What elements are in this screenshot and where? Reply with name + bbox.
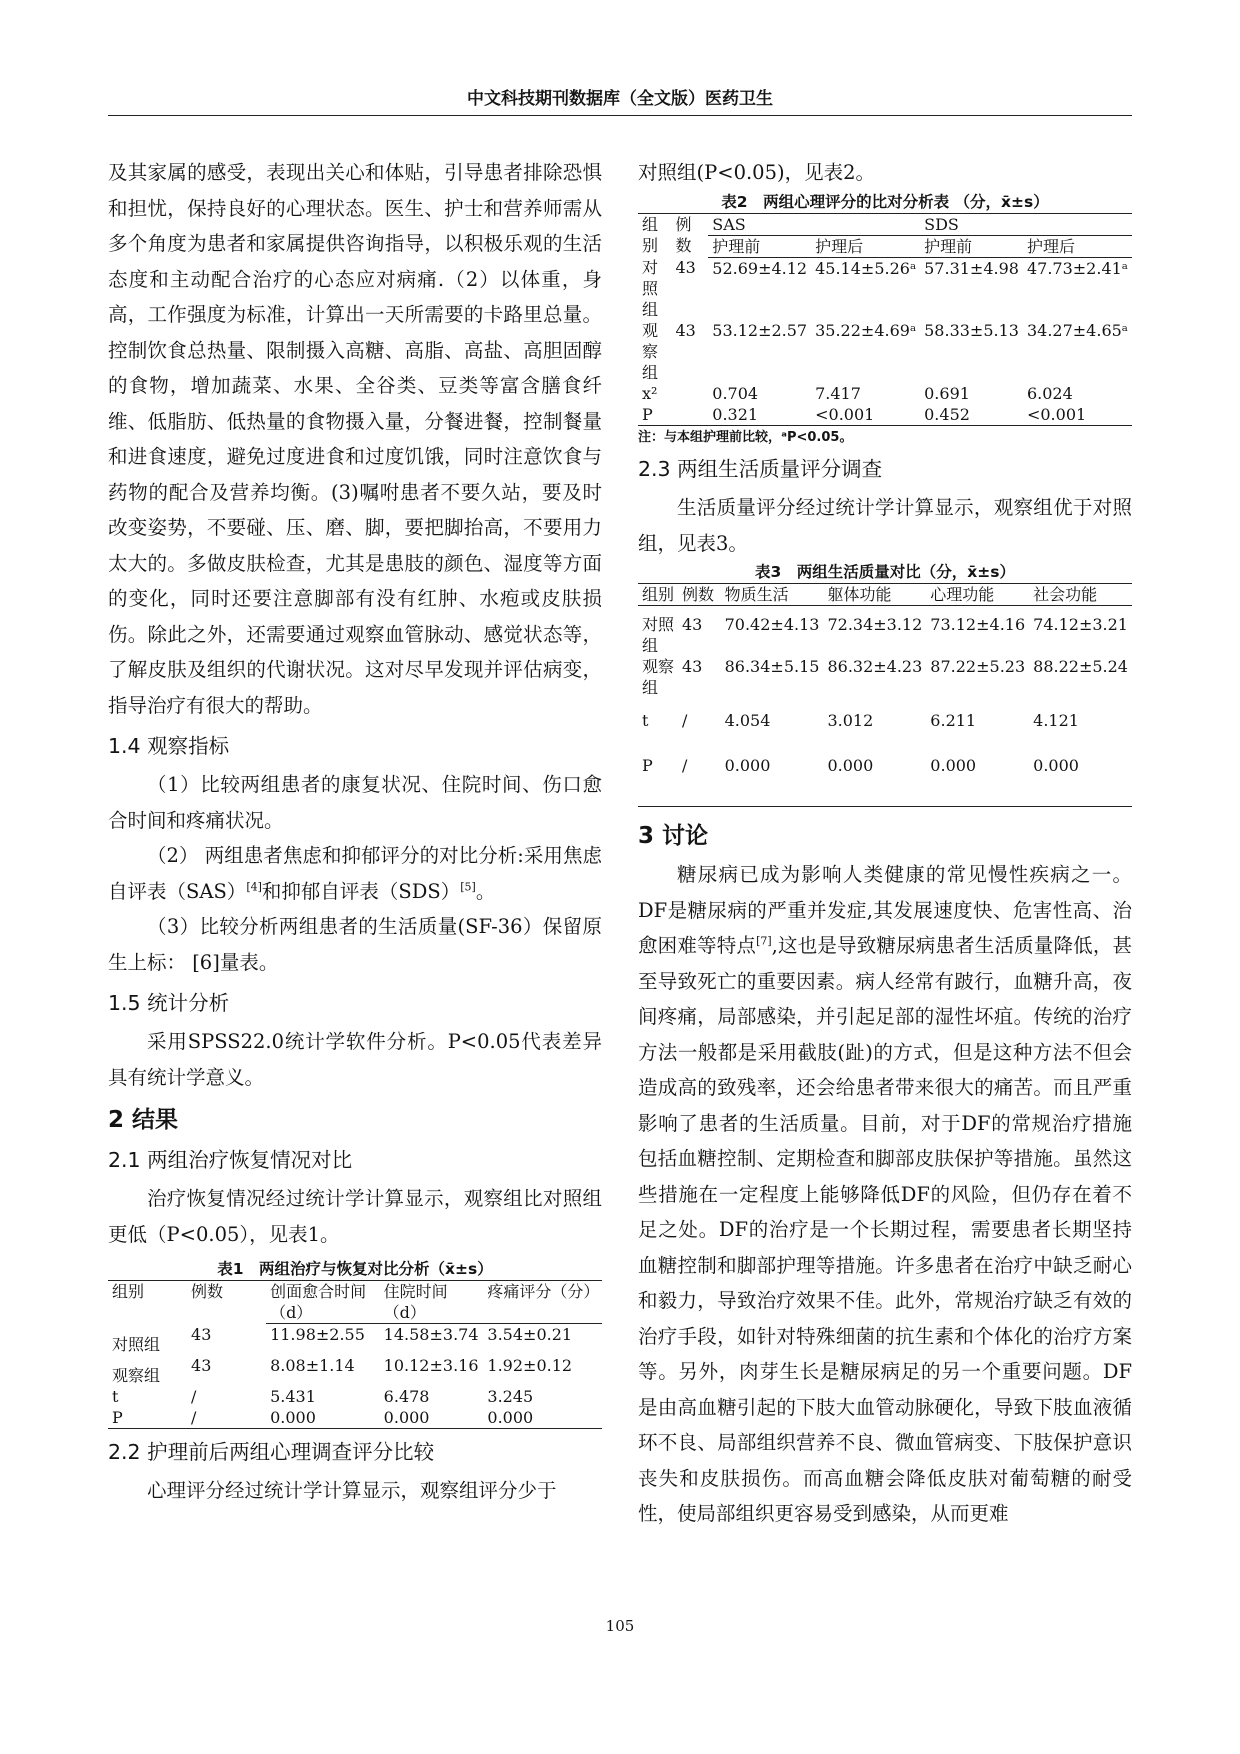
table2-note: 注：与本组护理前比较，ᵃP<0.05。 [638,430,853,445]
heading-1-4: 1.4 观察指标 [108,734,230,758]
table-row: P / 0.000 0.000 0.000 0.000 [638,743,1132,807]
table-row: 对照组 43 70.42±4.13 72.34±3.12 73.12±4.16 74.12±3.21 [642,615,1128,655]
table1-header-cell: 住院时间（d） [380,1281,484,1324]
heading-2-3: 2.3 两组生活质量评分调查 [638,457,883,481]
citation-4: [4] [246,880,262,893]
paragraph-1-4-b: （2） 两组患者焦虑和抑郁评分的对比分析:采用焦虑自评表（SAS）[4]和抑郁自评表（SDS）[5]。 [108,844,602,903]
citation-5: [5] [460,880,476,893]
table-row: 对照组 43 52.69±4.12 45.14±5.26ᵃ 57.31±4.98 47.73±2.41ᵃ [642,258,1128,319]
table1-header-cell: 创面愈合时间（d） [266,1281,380,1324]
paragraph-1-4-c: （3）比较分析两组患者的生活质量(SF-36）保留原生上标： [6]量表。 [108,915,602,974]
paragraph-nursing-measures: 及其家属的感受，表现出关心和体贴，引导患者排除恐惧和担忧，保持良好的心理状态。医生、护士和营养师需从多个角度为患者和家属提供咨询指导，以积极乐观的生活态度和主动配合治疗的心态应对病痛.（2）以体重，身高，工作强度为标准，计算出一天所需要的卡路里总量。控制饮食总热量、限制摄入高糖、高脂、高盐、高胆固醇的食物，增加蔬菜、水果、全谷类、豆类等富含膳食纤维、低脂肪、低热量的食物摄入量，分餐进餐，控制餐量和进食速度，避免过度进食和过度饥饿，同时注意饮食与药物的配合及营养均衡。(3)嘱咐患者不要久站，要及时改变姿势，不要碰、压、磨、脚，要把脚抬高，不要用力太大的。多做皮肤检查，尤其是患肢的颜色、湿度等方面的变化，同时还要注意脚部有没有红肿、水疱或皮肤损伤。除此之外，还需要通过观察血管脉动、感觉状态等，了解皮肤及组织的代谢状况。这对尽早发现并评估病变，指导治疗有很大的帮助。 [108,161,602,717]
header-rule [108,115,1132,116]
table-row: P / 0.000 0.000 0.000 [108,1407,602,1429]
heading-2-2: 2.2 护理前后两组心理调查评分比较 [108,1439,435,1464]
paragraph-1-5: 采用SPSS22.0统计学软件分析。P<0.05代表差异具有统计学意义。 [108,1030,602,1089]
table-row: 观察组 43 8.08±1.14 10.12±3.16 1.92±0.12 [112,1355,573,1385]
paragraph-discussion: 糖尿病已成为影响人类健康的常见慢性疾病之一。DF是糖尿病的严重并发症,其发展速度快、危害性高、治愈困难等特点[7],这也是导致糖尿病患者生活质量降低，甚至导致死亡的重要因素。病人经常有跛行，血糖升高，夜间疼痛，局部感染，并引起足部的湿性坏疽。传统的治疗方法一般都是采用截肢(趾)的方式，但是这种方法不但会造成高的致残率，还会给患者带来很大的痛苦。而且严重影响了患者的生活质量。目前，对于DF的常规治疗措施包括血糖控制、定期检查和脚部皮肤保护等措施。虽然这些措施在一定程度上能够降低DF的风险，但仍存在着不足之处。DF的治疗是一个长期过程，需要患者长期坚持血糖控制和脚部护理等措施。许多患者在治疗中缺乏耐心和毅力，导致治疗效果不佳。此外，常规治疗缺乏有效的治疗手段，如针对特殊细菌的抗生素和个体化的治疗方案等。另外，肉芽生长是糖尿病足的另一个重要问题。DF是由高血糖引起的下肢大血管动脉硬化，导致下肢血液循环不良、局部组织营养不良、微血管病变、下肢保护意识丧失和皮肤损伤。而高血糖会降低皮肤对葡萄糖的耐受性，使局部组织更容易受到感染，从而更难 [638,863,1132,1525]
table-row: t / 5.431 6.478 3.245 [112,1386,534,1406]
right-column [638,155,1132,1532]
table-row: P 0.321 <0.001 0.452 <0.001 [638,404,1132,426]
paragraph-2-3: 生活质量评分经过统计学计算显示，观察组优于对照组，见表3。 [638,496,1132,555]
table3: 组别 例数 物质生活 躯体功能 心理功能 社会功能 对照组 43 70.42±4.13 72.34±3.12 73.12±4.16 74.12±3.21 观察组 43 86.34±5.15 86.32±4.23 87.22±5.23 88.22±5.24 t / 4.054 3.012 6.211 4.121 P / 0.000 0.000 0.000 0.000 [638,583,1132,807]
table2-caption: 表2 两组心理评分的比对分析表 （分，x̄±s） [721,192,1049,211]
table-row: x² 0.704 7.417 0.691 6.024 [642,384,1073,403]
table3-caption: 表3 两组生活质量对比（分，x̄±s） [755,563,1015,581]
citation-7: [7] [756,934,772,948]
heading-3: 3 讨论 [638,823,709,849]
paragraph-2-1: 治疗恢复情况经过统计学计算显示，观察组比对照组更低（P<0.05），见表1。 [108,1187,602,1246]
table-row: 对照组 43 11.98±2.55 14.58±3.74 3.54±0.21 [112,1324,573,1354]
paragraph-1-4-a: （1）比较两组患者的康复状况、住院时间、伤口愈合时间和疼痛状况。 [108,773,602,832]
heading-1-5: 1.5 统计分析 [108,991,230,1015]
table-row: 观察组 43 53.12±2.57 35.22±4.69ᵃ 58.33±5.13 34.27±4.65ᵃ [642,321,1128,382]
table2: 组别 例数 SAS SDS 护理前 护理后 护理前 护理后 对照组 43 52.69±4.12 45.14±5.26ᵃ 57.31±4.98 47.73±2.41ᵃ 观察组 43 53.12±2.57 35.22±4.69ᵃ 58.33±5.13 34.27±4.65ᵃ x² 0.704 7.417 0.691 6.024 P 0.321 <0.001 0.452 <0.001 [638,213,1132,427]
journal-header: 中文科技期刊数据库（全文版）医药卫生 [467,89,773,109]
table-row: 观察组 43 86.34±5.15 86.32±4.23 87.22±5.23 88.22±5.24 [642,657,1128,697]
table1-header-cell: 例数 [187,1281,266,1324]
heading-2-1: 2.1 两组治疗恢复情况对比 [108,1148,353,1172]
page-number: 105 [605,1617,635,1635]
table1 [108,1280,602,1429]
table1-header-cell: 组别 [108,1281,187,1324]
paragraph-2-2: 心理评分经过统计学计算显示，观察组评分少于 [147,1478,557,1502]
table1-header-cell: 疼痛评分（分） [483,1281,602,1324]
heading-2: 2 结果 [108,1107,179,1133]
paragraph-table2-ref: 对照组(P<0.05)，见表2。 [638,161,875,184]
table-row: t / 4.054 3.012 6.211 4.121 [642,711,1079,730]
table1-caption: 表1 两组治疗与恢复对比分析（x̄±s） [217,1260,493,1278]
left-column [108,155,602,1508]
